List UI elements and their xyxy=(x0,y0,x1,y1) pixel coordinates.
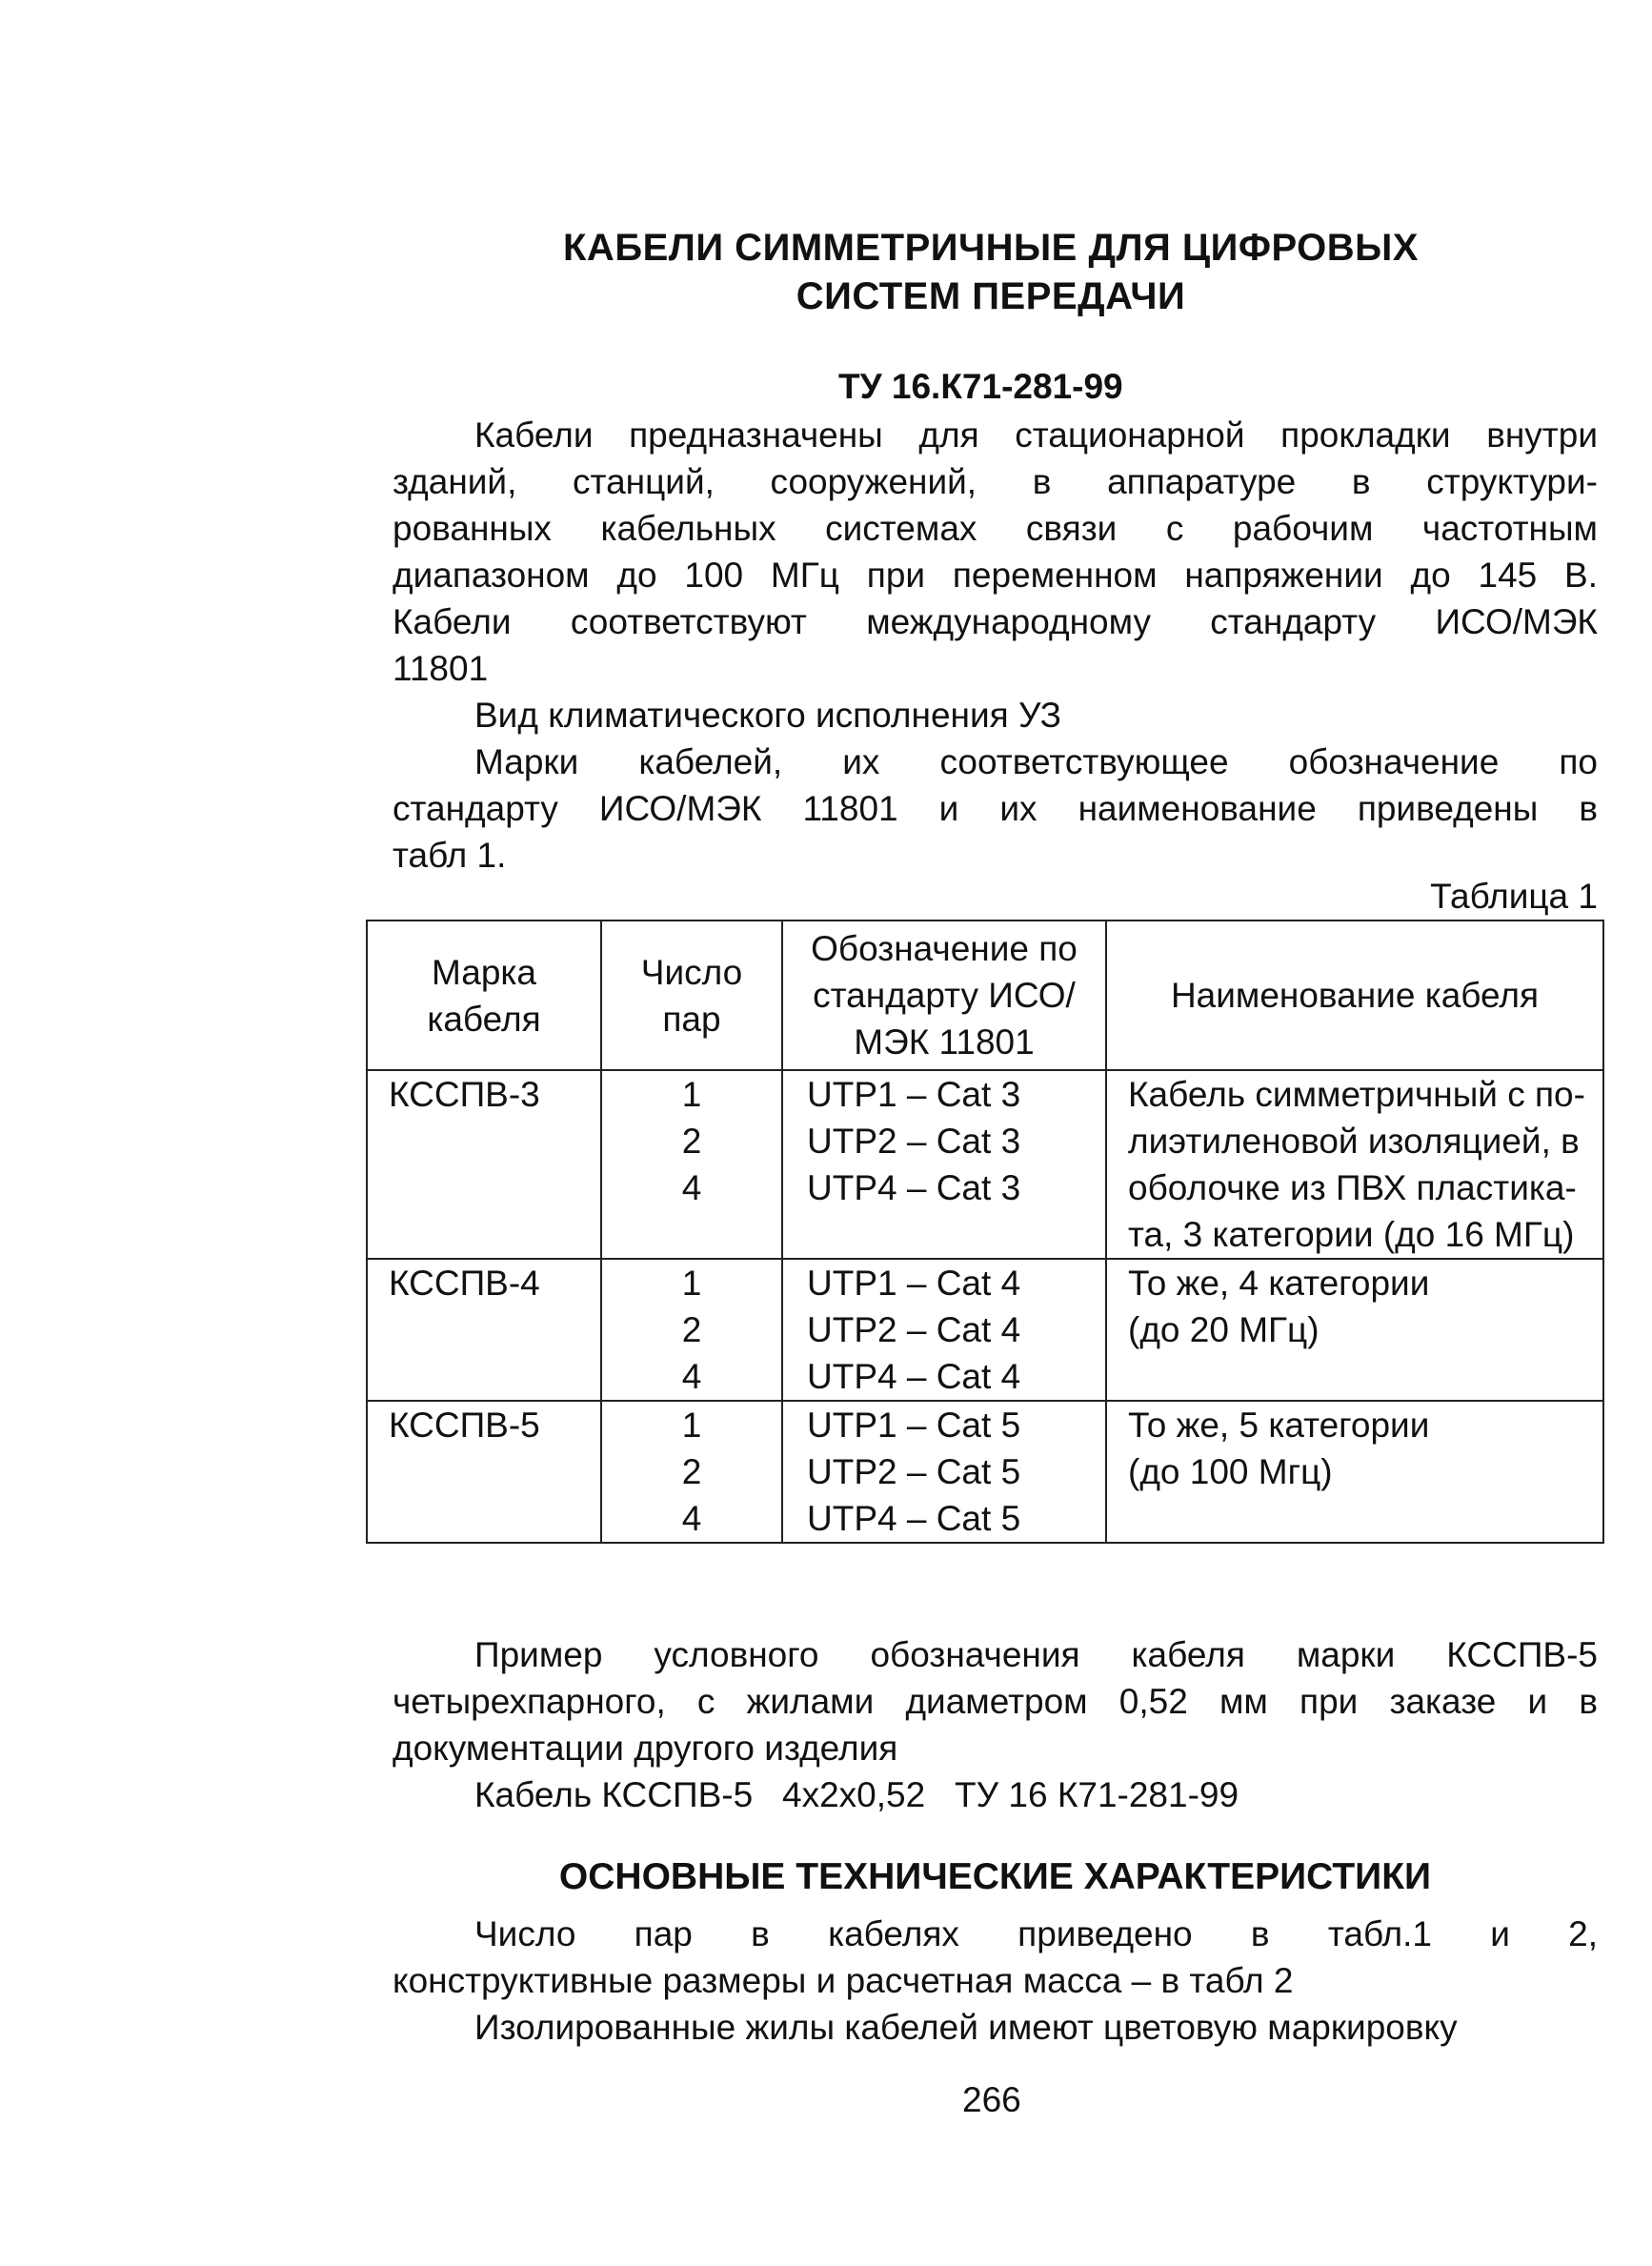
table-row xyxy=(367,1070,1603,1259)
marks-line: Марки кабелей, их соответствующее обозначение по xyxy=(474,742,1598,781)
document-title-line-2: СИСТЕМ ПЕРЕДАЧИ xyxy=(796,275,1186,317)
intro-paragraph xyxy=(393,412,1598,692)
example-line: Пример условного обозначения кабеля марки КССПВ-5 xyxy=(474,1635,1598,1674)
page-number: 266 xyxy=(962,2080,1021,2119)
intro-line: рованных кабельных системах связи с рабочим частотным xyxy=(393,509,1598,548)
cell-pairs: 1 2 4 xyxy=(681,1264,702,1396)
intro-line: диапазоном до 100 МГц при переменном напряжении до 145 В. xyxy=(393,556,1598,595)
table-caption: Таблица 1 xyxy=(1430,877,1598,916)
intro-line: 11801 xyxy=(393,649,489,688)
cell-name: То же, 4 категории (до 20 МГц) xyxy=(1128,1264,1430,1349)
cell-name: Кабель симметричный с по- лиэтиленовой изоляцией, в оболочке из ПВХ пластика- та, 3 категории (до 16 МГц) xyxy=(1128,1075,1585,1254)
header-std: Обозначение по стандарту ИСО/МЭК 11801 xyxy=(782,921,1106,1070)
tech-line: Число пар в кабелях приведено в табл.1 и 2, xyxy=(474,1914,1598,1953)
table-header-row xyxy=(367,921,1603,1070)
example-designation: Кабель КССПВ-5 4х2х0,52 ТУ 16 К71-281-99 xyxy=(474,1775,1239,1814)
marks-line: табл 1. xyxy=(393,836,507,875)
cable-table xyxy=(366,920,1604,1544)
example-paragraph xyxy=(393,1631,1598,1818)
tech-line: конструктивные размеры и расчетная масса – в табл 2 xyxy=(393,1961,1294,2000)
table-row xyxy=(367,1259,1603,1401)
header-name: Наименование кабеля xyxy=(1106,921,1603,1070)
tech-line: Изолированные жилы кабелей имеют цветовую маркировку xyxy=(474,2008,1458,2047)
table-row xyxy=(367,1401,1603,1543)
example-line: четырехпарного, с жилами диаметром 0,52 мм при заказе и в xyxy=(393,1682,1598,1721)
cell-std: UTP1 – Cat 4 UTP2 – Cat 4 UTP4 – Cat 4 xyxy=(807,1264,1021,1396)
cell-pairs: 1 2 4 xyxy=(681,1075,702,1207)
section-title: ОСНОВНЫЕ ТЕХНИЧЕСКИЕ ХАРАКТЕРИСТИКИ xyxy=(558,1856,1432,1897)
header-pairs: Число пар xyxy=(601,921,782,1070)
intro-line: Кабели соответствуют международному стандарту ИСО/МЭК xyxy=(393,602,1598,641)
marks-paragraph xyxy=(393,738,1598,879)
cell-std: UTP1 – Cat 3 UTP2 – Cat 3 UTP4 – Cat 3 xyxy=(807,1075,1021,1207)
cell-pairs: 1 2 4 xyxy=(681,1406,702,1538)
cell-mark: КССПВ-4 xyxy=(389,1264,540,1303)
cell-mark: КССПВ-3 xyxy=(389,1075,540,1114)
cell-std: UTP1 – Cat 5 UTP2 – Cat 5 UTP4 – Cat 5 xyxy=(807,1406,1021,1538)
tech-paragraph xyxy=(393,1911,1598,2051)
intro-line: зданий, станций, сооружений, в аппаратуре в структури- xyxy=(393,462,1598,501)
climate-paragraph: Вид климатического исполнения УЗ xyxy=(474,696,1061,735)
document-title-line-1: КАБЕЛИ СИММЕТРИЧНЫЕ ДЛЯ ЦИФРОВЫХ xyxy=(563,227,1419,269)
marks-line: стандарту ИСО/МЭК 11801 и их наименование приведены в xyxy=(393,789,1598,828)
intro-line: Кабели предназначены для стационарной прокладки внутри xyxy=(474,415,1598,455)
standard-code: ТУ 16.К71-281-99 xyxy=(838,367,1123,406)
header-mark: Марка кабеля xyxy=(367,921,601,1070)
cell-name: То же, 5 категории (до 100 Мгц) xyxy=(1128,1406,1430,1491)
example-line: документации другого изделия xyxy=(393,1729,898,1768)
cell-mark: КССПВ-5 xyxy=(389,1406,540,1445)
